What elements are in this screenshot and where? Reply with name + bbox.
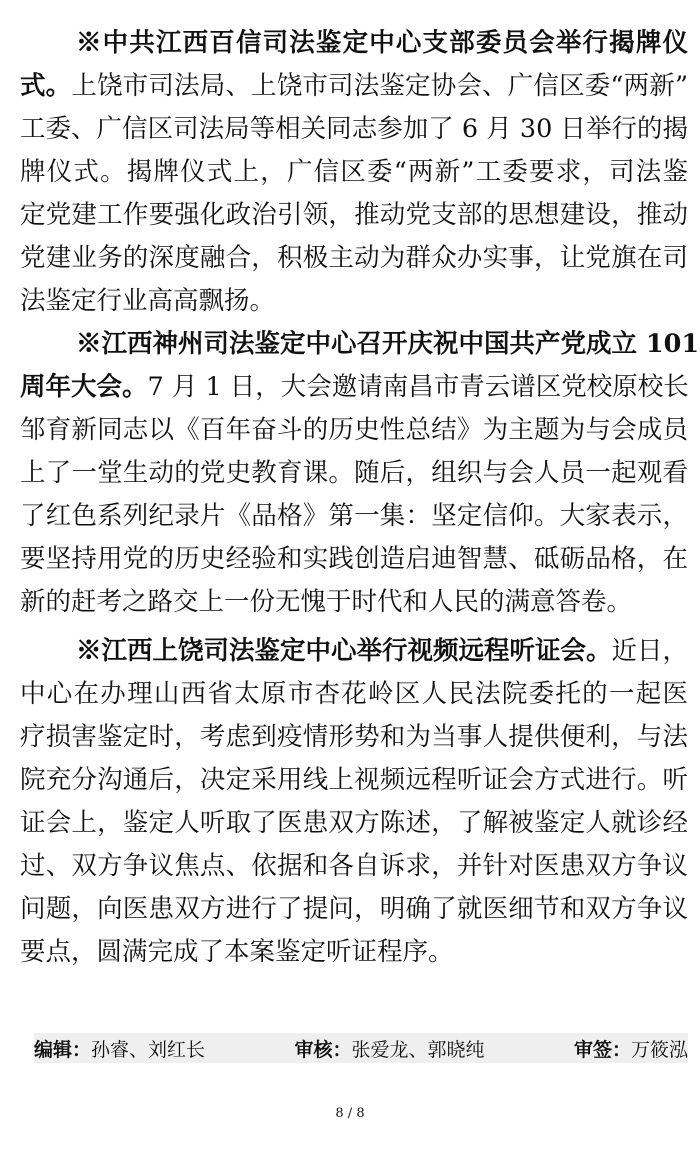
editor-credit bbox=[34, 1035, 205, 1062]
text-line bbox=[20, 673, 688, 716]
body-text: 牌仪式。揭牌仪式上，广信区委“两新”工委要求，司法鉴 bbox=[20, 157, 688, 187]
body-text: 了红色系列纪录片《品格》第一集：坚定信仰。大家表示， bbox=[20, 501, 688, 531]
body-text: 证会上，鉴定人听取了医患双方陈述，了解被鉴定人就诊经 bbox=[20, 808, 688, 838]
approver-label: 审签： bbox=[573, 1038, 631, 1061]
text-line bbox=[20, 716, 688, 759]
body-text: 疗损害鉴定时，考虑到疫情形势和为当事人提供便利，与法 bbox=[20, 722, 688, 752]
text-line bbox=[20, 409, 688, 452]
editorial-credits bbox=[34, 1033, 688, 1063]
approver-credit bbox=[574, 1035, 688, 1062]
body-text: 7 月 1 日，大会邀请南昌市青云谱区党校原校长 bbox=[147, 372, 689, 402]
news-headline: ※中共江西百信司法鉴定中心支部委员会举行揭牌仪 bbox=[76, 28, 688, 58]
body-text: 党建业务的深度融合，积极主动为群众办实事，让党旗在司 bbox=[20, 243, 688, 273]
news-headline: ※江西上饶司法鉴定中心举行视频远程听证会。 bbox=[76, 636, 612, 666]
text-line bbox=[20, 802, 688, 845]
body-text: 邹育新同志以《百年奋斗的历史性总结》为主题为与会成员 bbox=[20, 415, 688, 445]
news-item bbox=[20, 22, 688, 323]
news-item bbox=[20, 323, 700, 624]
text-line bbox=[20, 65, 688, 108]
reviewer-names: 张爱龙、郭晓纯 bbox=[351, 1038, 485, 1061]
news-headline: 式。 bbox=[20, 71, 72, 101]
text-line bbox=[20, 280, 688, 323]
text-line bbox=[20, 108, 688, 151]
body-text: 近日， bbox=[611, 636, 689, 666]
text-line bbox=[20, 581, 688, 624]
body-text: 上饶市司法局、上饶市司法鉴定协会、广信区委“两新” bbox=[71, 71, 688, 101]
body-text: 工委、广信区司法局等相关同志参加了 6 月 30 日举行的揭 bbox=[20, 114, 688, 144]
news-item bbox=[20, 630, 688, 974]
body-text: 问题，向医患双方进行了提问，明确了就医细节和双方争议 bbox=[20, 894, 688, 924]
body-text: 新的赶考之路交上一份无愧于时代和人民的满意答卷。 bbox=[20, 587, 633, 617]
text-line bbox=[20, 323, 700, 366]
news-headline: ※江西神州司法鉴定中心召开庆祝中国共产党成立 101 bbox=[76, 329, 700, 359]
reviewer-label: 审核： bbox=[294, 1038, 352, 1061]
document-body bbox=[20, 22, 700, 974]
text-line bbox=[20, 237, 688, 280]
text-line bbox=[20, 538, 688, 581]
body-text: 中心在办理山西省太原市杏花岭区人民法院委托的一起医 bbox=[20, 679, 688, 709]
text-line bbox=[20, 194, 688, 237]
body-text: 定党建工作要强化政治引领，推动党支部的思想建设，推动 bbox=[20, 200, 688, 230]
text-line bbox=[20, 452, 688, 495]
text-line bbox=[20, 630, 688, 673]
body-text: 要坚持用党的历史经验和实践创造启迪智慧、砥砺品格，在 bbox=[20, 544, 688, 574]
text-line bbox=[20, 888, 688, 931]
text-line bbox=[20, 845, 688, 888]
approver-names: 万筱泓 bbox=[630, 1038, 688, 1061]
text-line bbox=[20, 22, 688, 65]
page-number: 8 / 8 bbox=[335, 1106, 365, 1121]
body-text: 院充分沟通后，决定采用线上视频远程听证会方式进行。听 bbox=[20, 765, 688, 795]
text-line bbox=[20, 759, 688, 802]
body-text: 要点，圆满完成了本案鉴定听证程序。 bbox=[20, 937, 454, 967]
body-text: 过、双方争议焦点、依据和各自诉求，并针对医患双方争议 bbox=[20, 851, 688, 881]
reviewer-credit bbox=[294, 1035, 484, 1062]
editor-label: 编辑： bbox=[34, 1038, 92, 1061]
text-line bbox=[20, 495, 688, 538]
text-line bbox=[20, 931, 688, 974]
editor-names: 孙睿、刘红长 bbox=[91, 1038, 206, 1061]
body-text: 上了一堂生动的党史教育课。随后，组织与会人员一起观看 bbox=[20, 458, 688, 488]
text-line bbox=[20, 366, 688, 409]
text-line bbox=[20, 151, 688, 194]
body-text: 法鉴定行业高高飘扬。 bbox=[20, 286, 276, 316]
news-headline: 周年大会。 bbox=[20, 372, 148, 402]
